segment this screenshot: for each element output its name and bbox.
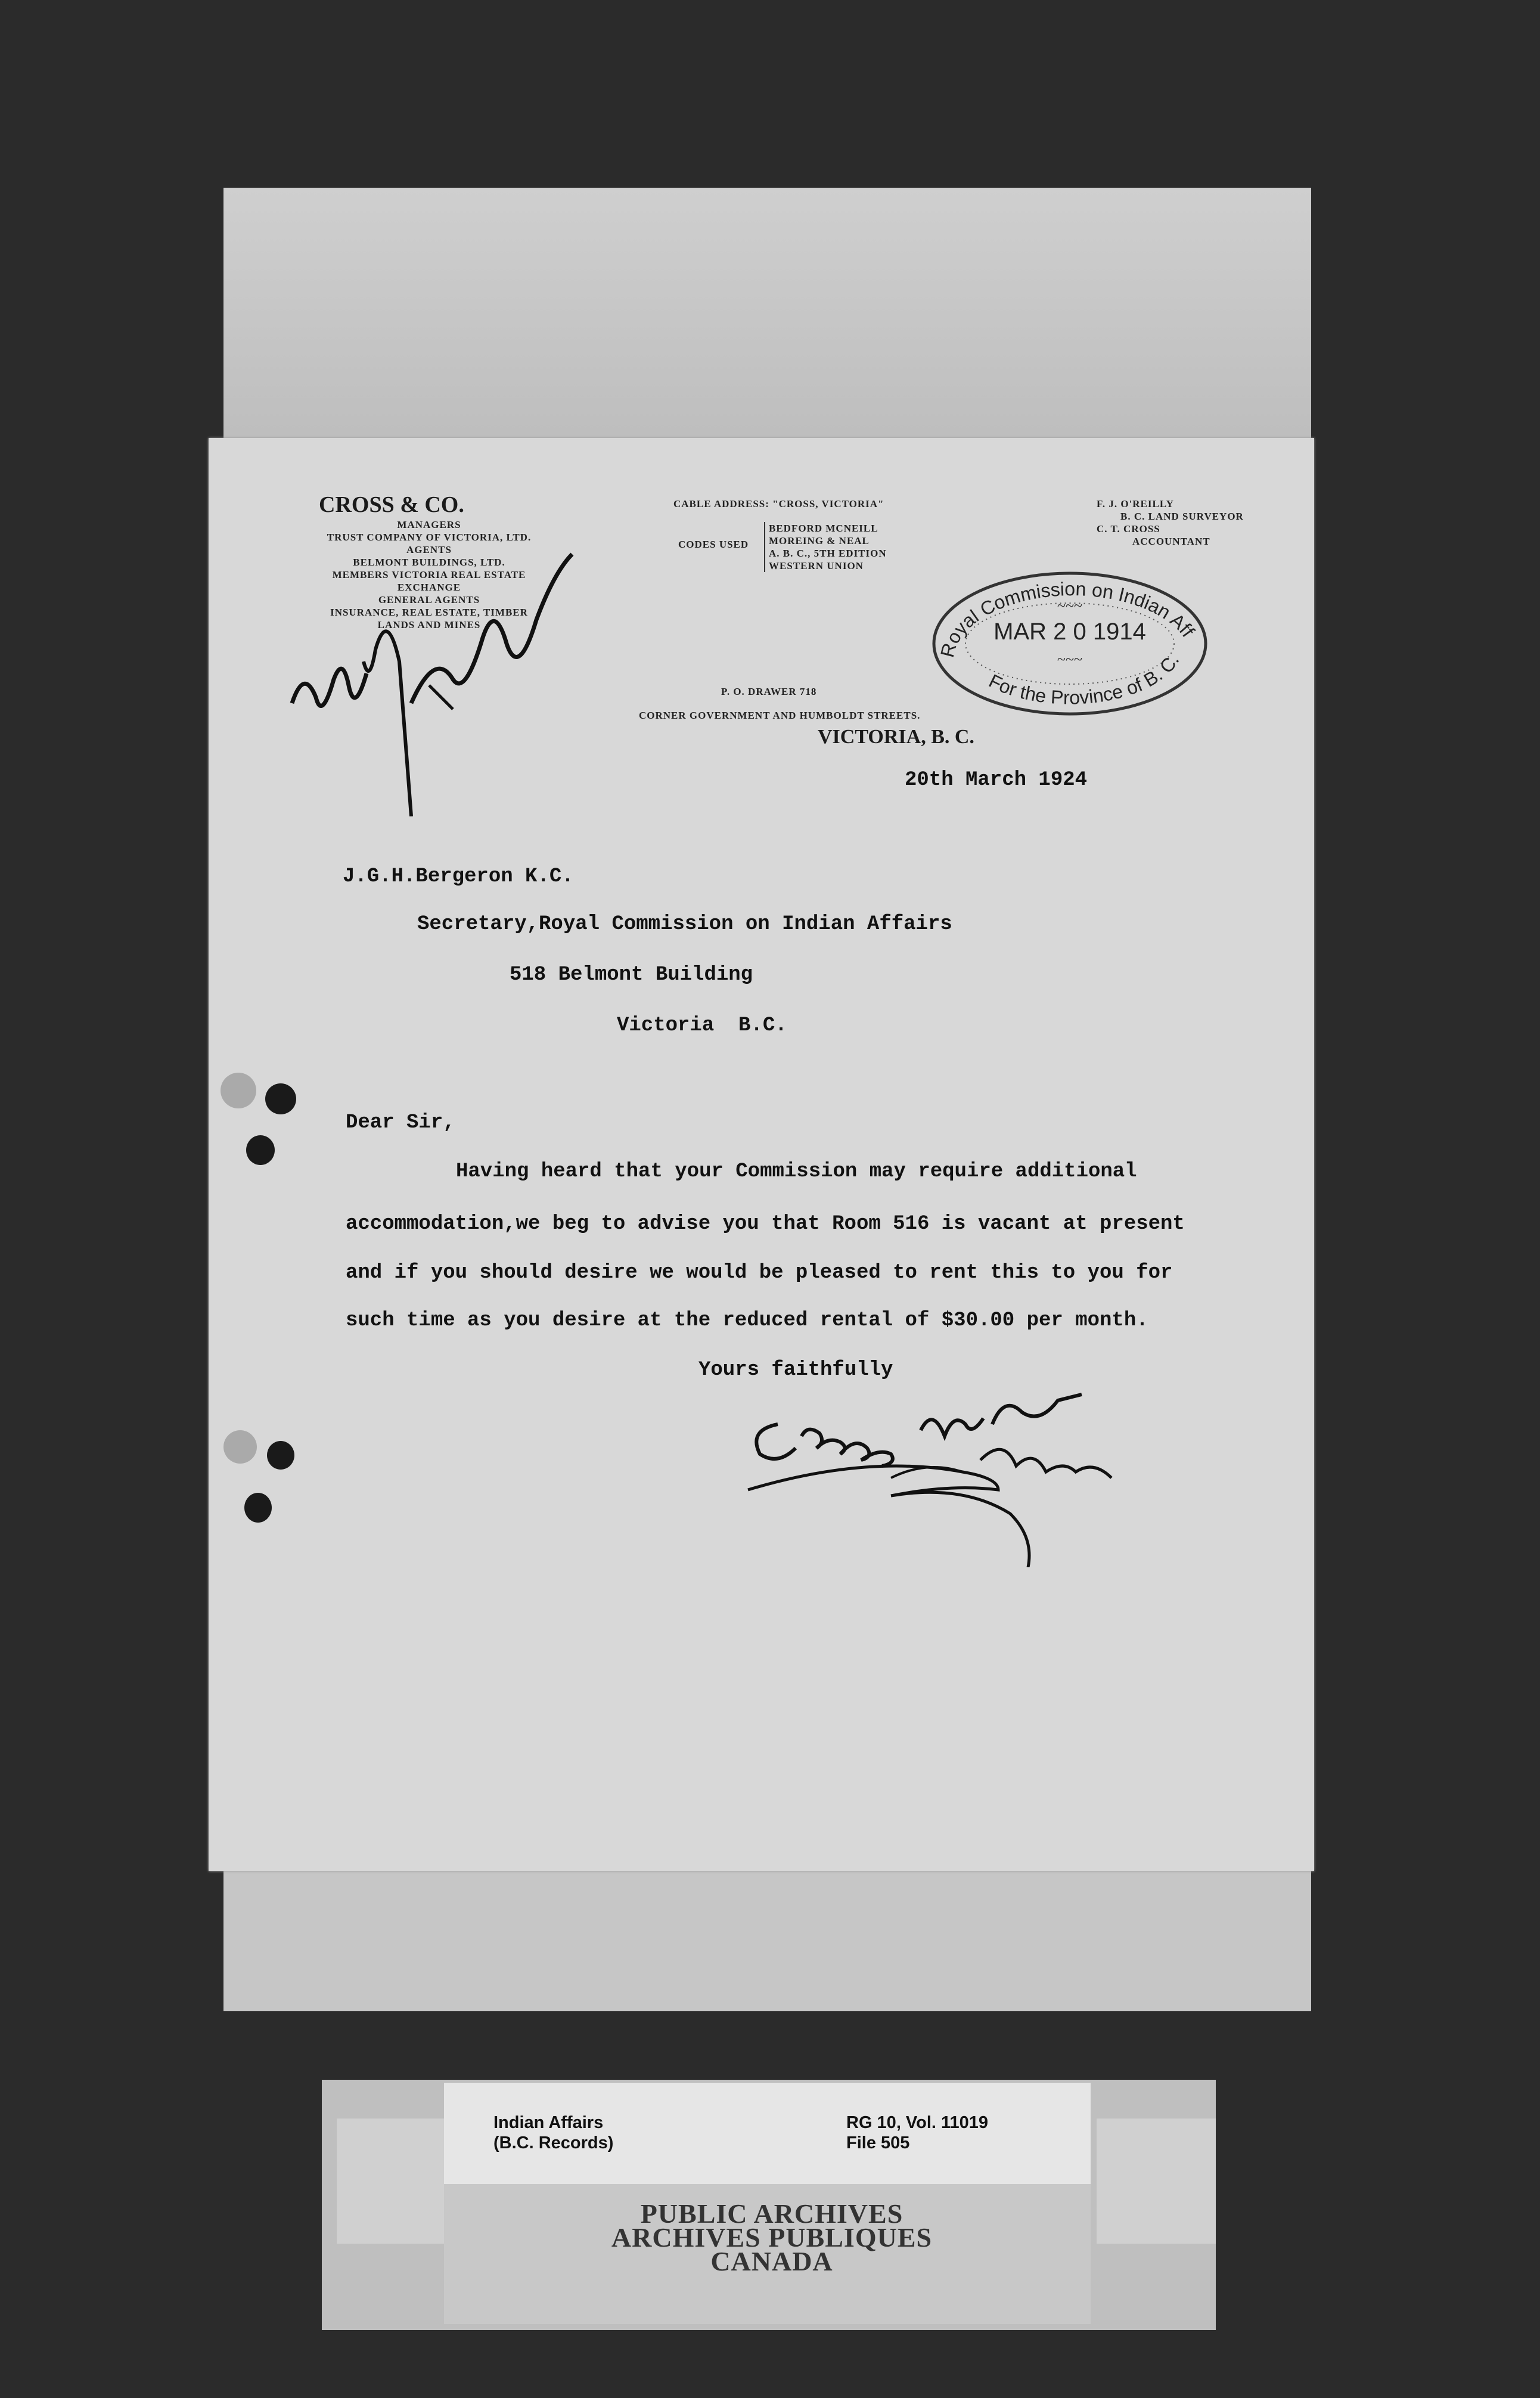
codes-list: BEDFORD MCNEILL MOREING & NEAL A. B. C., 5TH EDITION WESTERN UNION (764, 522, 887, 572)
street-address: CORNER GOVERNMENT AND HUMBOLDT STREETS. (639, 710, 921, 721)
svg-text:Royal Commission on Indian Aff: Royal Commission on Indian Aff (936, 578, 1199, 660)
body-line: accommodation,we beg to advise you that Room 516 is vacant at present (346, 1213, 1185, 1235)
city: VICTORIA, B. C. (818, 726, 974, 748)
archive-label-tab (1097, 2119, 1216, 2244)
po-drawer: P. O. DRAWER 718 (721, 686, 817, 697)
salutation: Dear Sir, (346, 1111, 455, 1134)
svg-text:MAR 2 0 1914: MAR 2 0 1914 (993, 619, 1146, 645)
body-line: such time as you desire at the reduced rental of $30.00 per month. (346, 1309, 1148, 1332)
cable-address: CABLE ADDRESS: "CROSS, VICTORIA" (673, 498, 884, 510)
record-group: Indian Affairs (B.C. Records) (493, 2113, 614, 2152)
signature (742, 1389, 1171, 1570)
folder-top-flap (223, 188, 1311, 450)
svg-text:For the Province of B. C.: For the Province of B. C. (985, 651, 1184, 709)
punch-hole (244, 1493, 272, 1523)
addressee: J.G.H.Bergeron K.C. (343, 865, 574, 888)
punch-hole-shadow (223, 1430, 257, 1464)
address-line: Victoria B.C. (617, 1014, 787, 1037)
folder-bottom-flap (223, 1865, 1311, 2011)
letter-date: 20th March 1924 (905, 769, 1088, 791)
svg-text:~~~: ~~~ (1057, 651, 1083, 668)
punch-hole-shadow (221, 1073, 256, 1108)
address-line: Secretary,Royal Commission on Indian Affairs (417, 913, 952, 936)
address-line: 518 Belmont Building (510, 964, 753, 986)
archive-label-tab (337, 2119, 456, 2244)
svg-text:~~~: ~~~ (1057, 597, 1083, 614)
handwritten-notation (274, 507, 632, 819)
body-line: and if you should desire we would be pleased to rent this to you for (346, 1262, 1173, 1284)
public-archives-stamp: PUBLIC ARCHIVES ARCHIVES PUBLIQUES CANADA (611, 2198, 933, 2276)
company-details: MANAGERS TRUST COMPANY OF VICTORIA, LTD. AGENTS BELMONT BUILDINGS, LTD. MEMBERS VICTORIA REAL ESTATE EXCHANGE GENERAL AGENTS INSURANCE, REAL ESTATE, TIMBER LANDS AND MINES (327, 519, 532, 630)
company-name: CROSS & CO. (319, 492, 464, 517)
punch-hole (246, 1135, 275, 1165)
codes-label: CODES USED (678, 539, 749, 550)
punch-hole (267, 1441, 294, 1470)
closing: Yours faithfully (698, 1359, 893, 1381)
body-line: Having heard that your Commission may require additional (456, 1160, 1137, 1183)
received-stamp (930, 569, 1210, 718)
associates-list: F. J. O'REILLY B. C. LAND SURVEYOR C. T. CROSS ACCOUNTANT (1097, 498, 1244, 547)
volume-file: RG 10, Vol. 11019 File 505 (846, 2113, 989, 2152)
punch-hole (265, 1083, 296, 1114)
